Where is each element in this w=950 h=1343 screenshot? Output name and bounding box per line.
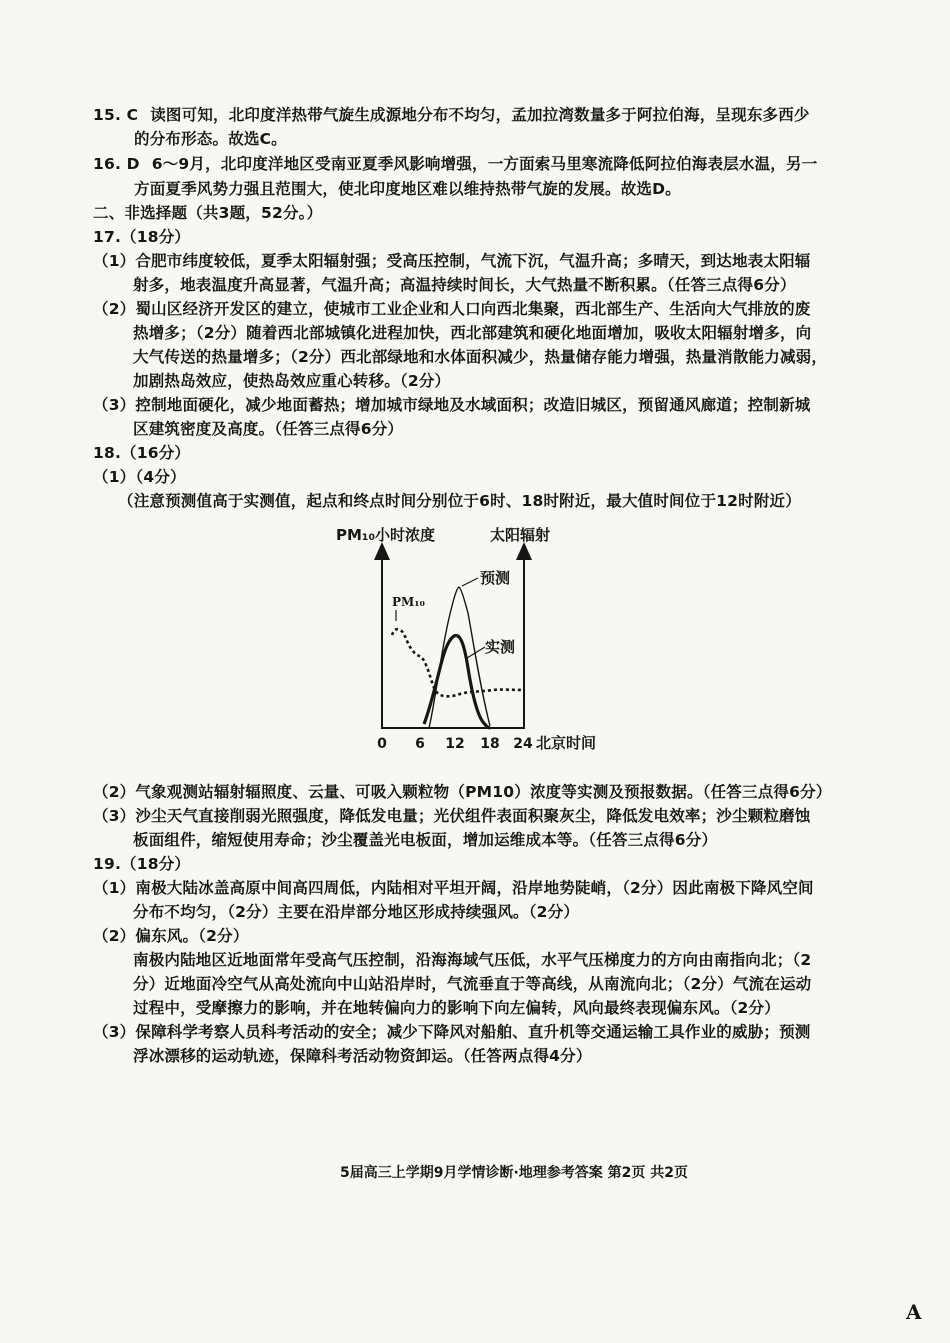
- y-left-axis-label: PM₁₀小时浓度: [336, 526, 436, 544]
- section-heading: 二、非选择题（共3题，52分。）: [93, 204, 323, 222]
- q19-part2-line-3: 过程中，受摩擦力的影响，并在地转偏向力的影响下向左偏转，风向最终表现偏东风。（2分）: [133, 999, 780, 1017]
- q17-part2-line-3: 大气传送的热量增多；（2分）西北部绿地和水体面积减少，热量储存能力增强，热量消散能力减弱，: [133, 348, 828, 366]
- q19-part1-line-2: 分布不均匀，（2分）主要在沿岸部分地区形成持续强风。（2分）: [133, 903, 580, 921]
- q17-part1-line-1: （1）合肥市纬度较低，夏季太阳辐射强；受高压控制，气流下沉，气温升高；多晴天，到达地表太阳辐: [93, 252, 811, 270]
- q15-line-2: 的分布形态。故选C。: [134, 130, 287, 148]
- q17-part2-line-1: （2）蜀山区经济开发区的建立，使城市工业企业和人口向西北集聚，西北部生产、生活向大气排放的废: [93, 300, 811, 318]
- pm10-curve-label: PM₁₀: [392, 595, 425, 609]
- q19-part3-line-2: 浮冰漂移的运动轨迹，保障科考活动物资卸运。（任答两点得4分）: [133, 1047, 592, 1065]
- x-tick-24: 24: [513, 736, 533, 752]
- radiation-pm10-diagram: [330, 518, 620, 788]
- q18-part3-line-1: （3）沙尘天气直接削弱光照强度，降低发电量；光伏组件表面积聚灰尘，降低发电效率；沙尘颗粒磨蚀: [93, 807, 811, 825]
- q15-line-1: [93, 104, 810, 126]
- q18-note: （注意预测值高于实测值，起点和终点时间分别位于6时、18时附近，最大值时间位于12时附近）: [118, 492, 801, 510]
- x-axis-label: 北京时间: [536, 734, 597, 752]
- q19-part2-line-1: 南极内陆地区近地面常年受高气压控制，沿海海域气压低，水平气压梯度力的方向由南指向北；（2: [133, 951, 812, 969]
- q16-line-2: 方面夏季风势力强且范围大，使北印度地区难以维持热带气旋的发展。故选D。: [134, 180, 681, 198]
- q16-answer-text: 6～9月，北印度洋地区受南亚夏季风影响增强，一方面索马里寒流降低阿拉伯海表层水温，另一: [151, 155, 818, 173]
- x-tick-6: 6: [415, 736, 425, 752]
- q19-part2-line-2: 分）近地面冷空气从高处流向中山站沿岸时，气流垂直于等高线，从南流向北；（2分）气流在运动: [133, 975, 812, 993]
- q15-answer-text: 读图可知，北印度洋热带气旋生成源地分布不均匀，孟加拉湾数量多于阿拉伯海，呈现东多西少: [150, 106, 810, 124]
- y-right-axis-label: 太阳辐射: [490, 526, 551, 544]
- q19-part3-line-1: （3）保障科学考察人员科考活动的安全；减少下降风对船舶、直升机等交通运输工具作业的威胁；预测: [93, 1023, 811, 1041]
- actual-curve-label: 实测: [485, 638, 516, 656]
- q19-part1-line-1: （1）南极大陆冰盖高原中间高四周低，内陆相对平坦开阔，沿岸地势陡峭，（2分）因此南极下降风空间: [93, 879, 814, 897]
- q17-part3-line-1: （3）控制地面硬化，减少地面蓄热；增加城市绿地及水域面积；改造旧城区，预留通风廊道；控制新城: [93, 396, 811, 414]
- q16-number: 16. D: [93, 155, 140, 173]
- q17-part3-line-2: 区建筑密度及高度。（任答三点得6分）: [133, 420, 404, 438]
- q17-part1-line-2: 射多，地表温度升高显著，气温升高；高温持续时间长，大气热量不断积累。（任答三点得6分）: [133, 276, 796, 294]
- forecast-curve-label: 预测: [480, 569, 511, 587]
- q19-heading: 19.（18分）: [93, 855, 191, 873]
- q17-part2-line-2: 热增多；（2分）随着西北部城镇化进程加快，西北部建筑和硬化地面增加，吸收太阳辐射增多，向: [133, 324, 812, 342]
- q19-part2-heading: （2）偏东风。（2分）: [93, 927, 249, 945]
- forecast-curve: [429, 587, 490, 728]
- page-footer: 5届高三上学期9月学情诊断·地理参考答案 第2页 共2页: [340, 1165, 689, 1181]
- q18-part1: （1）（4分）: [93, 468, 186, 486]
- q18-heading: 18.（16分）: [93, 444, 191, 462]
- q17-heading: 17.（18分）: [93, 228, 191, 246]
- paper-version-mark: A: [906, 1300, 922, 1324]
- x-tick-0: 0: [377, 736, 387, 752]
- forecast-label-leader: [462, 578, 478, 586]
- q18-part3-line-2: 板面组件，缩短使用寿命；沙尘覆盖光电板面，增加运维成本等。（任答三点得6分）: [133, 831, 718, 849]
- q17-part2-line-4: 加剧热岛效应，使热岛效应重心转移。（2分）: [133, 372, 451, 390]
- x-tick-12: 12: [445, 736, 465, 752]
- q16-line-1: [93, 153, 817, 175]
- q15-number: 15. C: [93, 106, 139, 124]
- x-tick-18: 18: [480, 736, 500, 752]
- q18-part2: （2）气象观测站辐射辐照度、云量、可吸入颗粒物（PM10）浓度等实测及预报数据。（任答三点得6分）: [93, 783, 832, 801]
